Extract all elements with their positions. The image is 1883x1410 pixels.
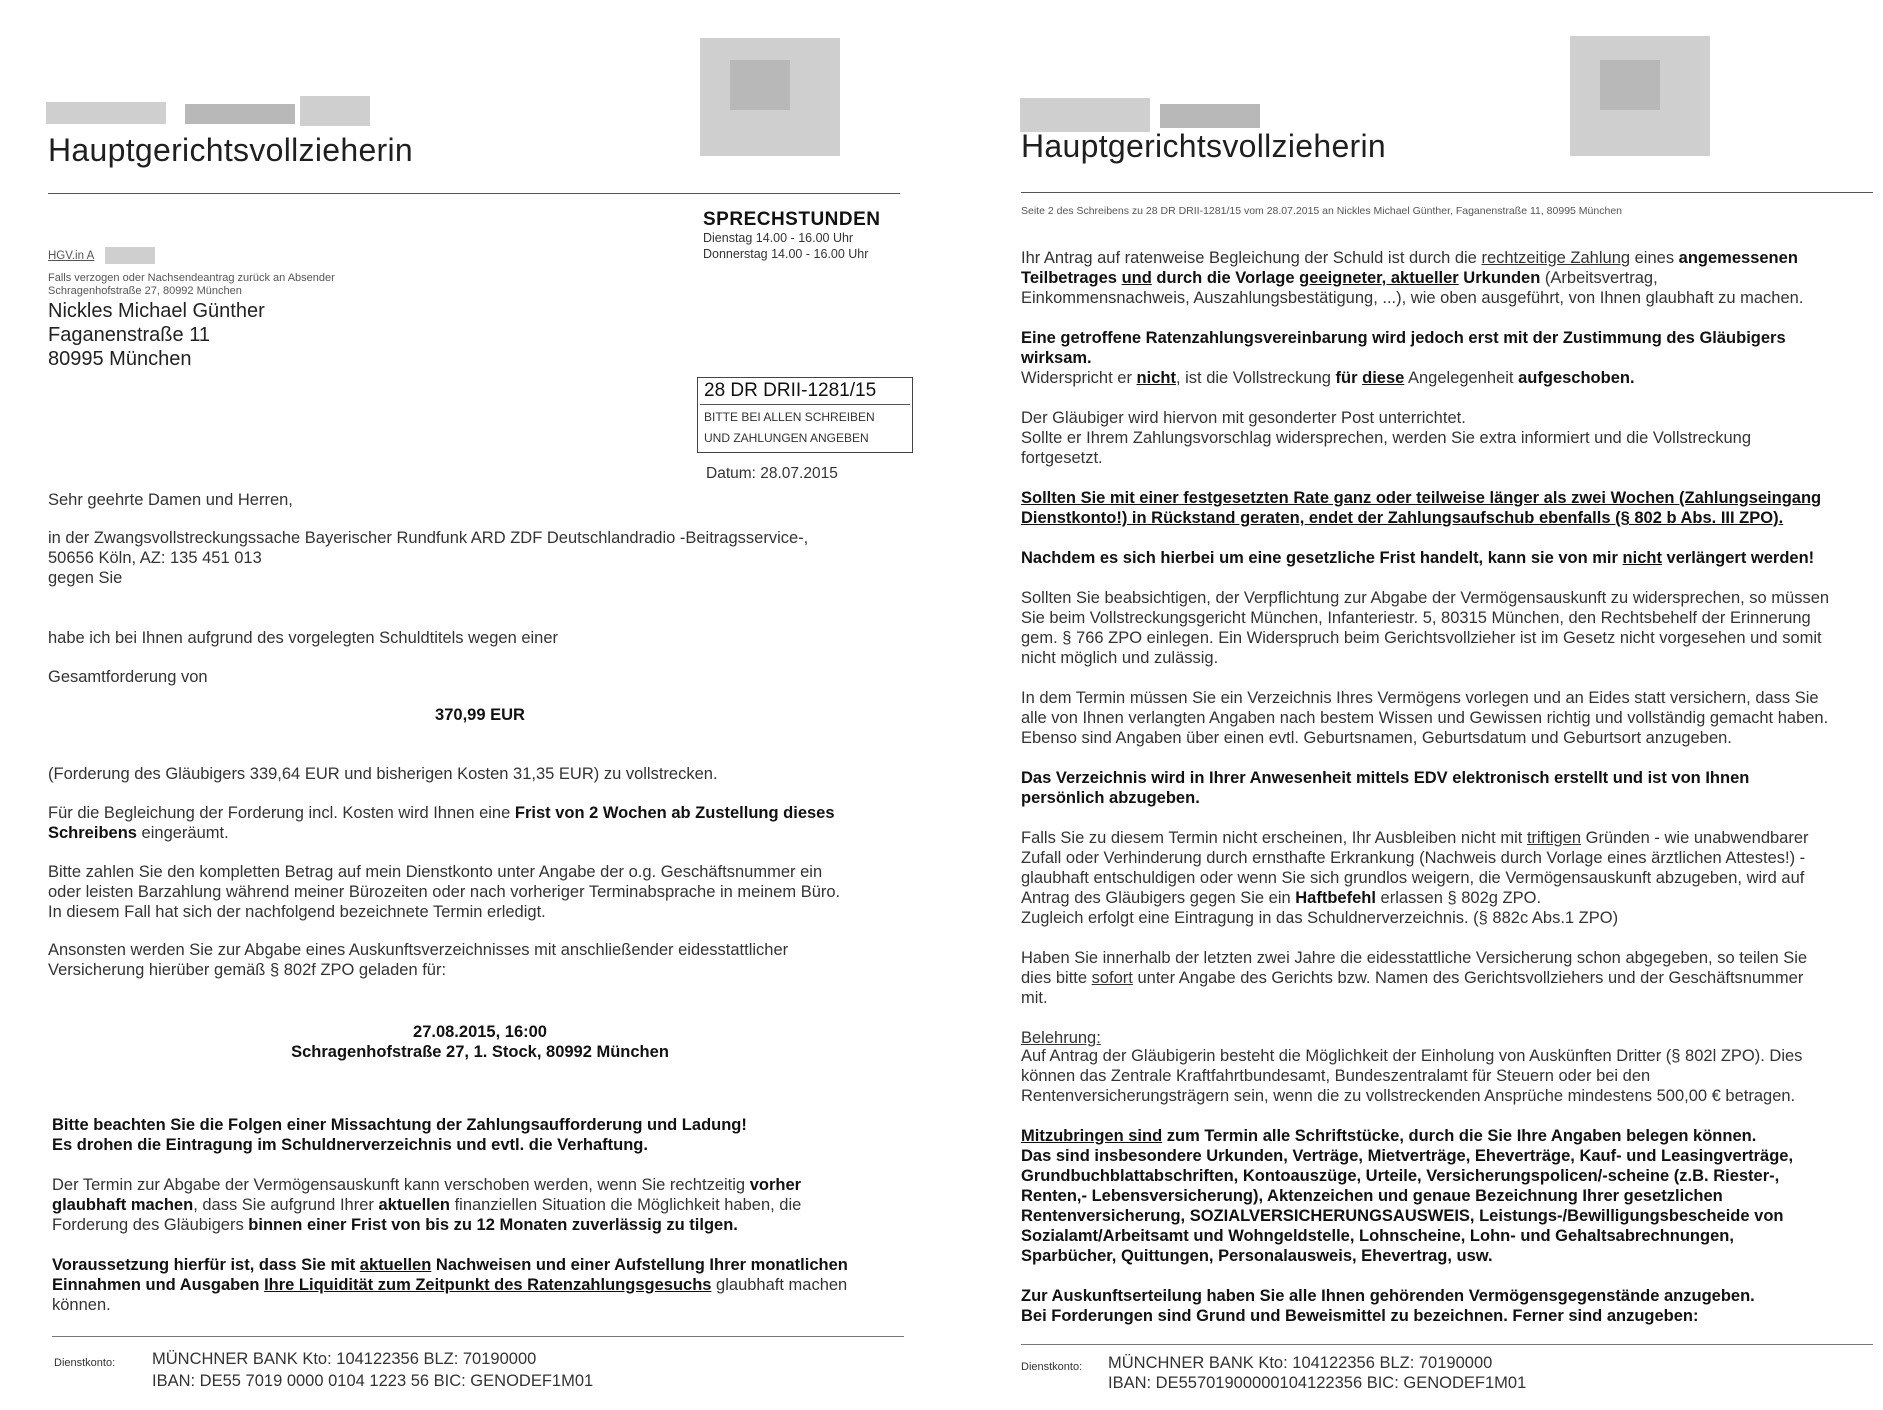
footer-rule — [1021, 1344, 1873, 1345]
text-run: erlassen § 802g ZPO. — [1375, 889, 1542, 907]
text-emphasis: verlängert werden! — [1661, 549, 1815, 567]
text-run: Widerspricht er — [1021, 369, 1137, 387]
redacted-name-block — [185, 104, 295, 124]
reference-box — [697, 377, 913, 453]
header-title: Hauptgerichtsvollzieherin — [48, 132, 414, 168]
text-emphasis: Voraussetzung hierfür ist, dass Sie mit — [52, 1256, 360, 1274]
paragraph-line: Versicherung hierüber gemäß § 802f ZPO geladen für: — [48, 961, 447, 979]
text-run: Forderung des Gläubigers — [52, 1216, 249, 1234]
text-emphasis: für — [1335, 369, 1363, 387]
page-subheader: Seite 2 des Schreibens zu 28 DR DRII-1281/15 vom 28.07.2015 an Nickles Michael Günther, Faganenstraße 11, 80995 München — [1021, 205, 1622, 217]
paragraph-line: Rentenversicherungsträgern sein, wenn die zu vollstreckenden Ansprüche mindestens 500,00 € betragen. — [1021, 1087, 1796, 1105]
return-note: Falls verzogen oder Nachsendeantrag zurück an Absender — [48, 272, 335, 284]
footer-bank: MÜNCHNER BANK Kto: 104122356 BLZ: 70190000 — [152, 1350, 537, 1368]
paragraph-line: Auf Antrag der Gläubigerin besteht die Möglichkeit der Einholung von Auskünften Dritter (§ 802l ZPO). Dies — [1021, 1047, 1803, 1065]
text-underlined: sofort — [1091, 969, 1133, 987]
case-line: gegen Sie — [48, 569, 123, 587]
text-emphasis: durch die Vorlage — [1151, 269, 1300, 287]
text-underlined: und — [1121, 269, 1152, 287]
paragraph-line: Haben Sie innerhalb der letzten zwei Jahre die eidesstattliche Versicherung schon abgegeben, so teilen Sie — [1021, 949, 1808, 967]
redacted-name-block — [1160, 104, 1260, 128]
reference-note: BITTE BEI ALLEN SCHREIBEN — [704, 410, 875, 424]
deadline-line — [48, 823, 229, 843]
redacted-name-block — [46, 102, 166, 124]
text-run: Gründen - wie unabwendbarer — [1581, 829, 1809, 847]
appointment-location: Schragenhofstraße 27, 1. Stock, 80992 München — [291, 1043, 669, 1061]
text-underlined: geeigneter, aktueller — [1299, 269, 1459, 287]
paragraph-line: Sparbücher, Quittungen, Personalausweis, Ehevertrag, usw. — [1021, 1247, 1493, 1265]
office-hours-line: Donnerstag 14.00 - 16.00 Uhr — [703, 247, 869, 261]
paragraph-line: Bitte zahlen Sie den kompletten Betrag auf mein Dienstkonto unter Angabe der o.g. Geschäftsnummer ein — [48, 863, 823, 881]
paragraph-line: Das sind insbesondere Urkunden, Verträge, Mietverträge, Eheverträge, Kauf- und Leasingverträge, — [1021, 1147, 1794, 1165]
paragraph-line: Zur Auskunftserteilung haben Sie alle Ihnen gehörenden Vermögensgegenstände anzugeben. — [1021, 1287, 1755, 1305]
paragraph-line: glaubhaft entschuldigen oder wenn Sie sich grundlos weigern, die Vermögensauskunft abzugeben, wird auf — [1021, 869, 1805, 887]
text-run: , ist die Vollstreckung — [1175, 369, 1336, 387]
paragraph-line: können das Zentrale Kraftfahrtbundesamt, Bundeszentralamt für Steuern oder bei den — [1021, 1067, 1651, 1085]
text-run: Der Termin zur Abgabe der Vermögensauskunft kann verschoben werden, wenn Sie rechtzeitig — [52, 1176, 750, 1194]
paragraph-line — [52, 1195, 801, 1215]
paragraph-line — [52, 1215, 738, 1235]
text-run: Angelegenheit — [1404, 369, 1519, 387]
paragraph-line: Rentenversicherung, SOZIALVERSICHERUNGSAUSWEIS, Leistungs-/Bewilligungsbescheide von — [1021, 1207, 1784, 1225]
case-line: in der Zwangsvollstreckungssache Bayerischer Rundfunk ARD ZDF Deutschlandradio -Beitragsservice-, — [48, 529, 809, 547]
text-emphasis: glaubhaft machen — [52, 1196, 194, 1214]
text-run: Antrag des Gläubigers gegen Sie ein — [1021, 889, 1296, 907]
footer-iban: IBAN: DE55 7019 0000 0104 1223 56 BIC: GENODEF1M01 — [152, 1372, 594, 1390]
paragraph-line: Grundbuchblattabschriften, Kontoauszüge, Urteile, Versicherungspolicen/-scheine (z.B. Riester-, — [1021, 1167, 1780, 1185]
paragraph-line: habe ich bei Ihnen aufgrund des vorgelegten Schuldtitels wegen einer — [48, 629, 559, 647]
text-underlined: diese — [1362, 369, 1405, 387]
paragraph-line: Renten,- Lebensversicherung), Aktenzeichen und genaue Bezeichnung Ihrer gesetzlichen — [1021, 1187, 1723, 1205]
paragraph-line: Der Gläubiger wird hiervon mit gesonderter Post unterrichtet. — [1021, 409, 1466, 427]
text-underlined: nicht — [1622, 549, 1662, 567]
paragraph-line: Eine getroffene Ratenzahlungsvereinbarung wird jedoch erst mit der Zustimmung des Gläubigers — [1021, 329, 1786, 347]
text-emphasis: aktuellen — [378, 1196, 450, 1214]
text-run: glaubhaft machen — [711, 1276, 848, 1294]
text-emphasis: angemessenen — [1678, 249, 1798, 267]
paragraph-line: fortgesetzt. — [1021, 449, 1103, 467]
text-emphasis: aufgeschoben. — [1518, 369, 1635, 387]
paragraph-line — [1021, 368, 1635, 388]
header-title: Hauptgerichtsvollzieherin — [1021, 128, 1387, 164]
text-run: (Arbeitsvertrag, — [1540, 269, 1658, 287]
paragraph-line: In diesem Fall hat sich der nachfolgend bezeichnete Termin erledigt. — [48, 903, 546, 921]
text-underlined: Mitzubringen sind — [1021, 1127, 1163, 1145]
deadline-text: Für die Begleichung der Forderung incl. Kosten wird Ihnen eine — [48, 804, 515, 822]
paragraph-line — [1021, 548, 1814, 568]
paragraph-line — [1021, 268, 1658, 288]
text-run: finanziellen Situation die Möglichkeit haben, die — [450, 1196, 802, 1214]
paragraph-line: gem. § 766 ZPO einlegen. Ein Widerspruch beim Gerichtsvollzieher ist im Gesetz nicht vorgesehen und somit — [1021, 629, 1822, 647]
header-rule — [48, 193, 900, 194]
appointment-date: 27.08.2015, 16:00 — [413, 1023, 547, 1041]
footer-rule — [52, 1336, 904, 1337]
text-run: dies bitte — [1021, 969, 1092, 987]
text-emphasis: Nachdem es sich hierbei um eine gesetzliche Frist handelt, kann sie von mir — [1021, 549, 1623, 567]
paragraph-line: wirksam. — [1021, 349, 1092, 367]
redacted-logo — [730, 60, 790, 110]
recipient-city: 80995 München — [48, 348, 192, 370]
paragraph-line — [52, 1275, 847, 1295]
paragraph-line: können. — [52, 1296, 111, 1314]
paragraph-line: oder leisten Barzahlung während meiner Bürozeiten oder nach vorheriger Terminabsprache in meinem Büro. — [48, 883, 841, 901]
deadline-emphasis: Frist von 2 Wochen ab Zustellung dieses — [514, 804, 835, 822]
paragraph-line: Sie beim Vollstreckungsgericht München, Infanteriestr. 5, 80315 München, den Rechtsbehelf der Erinnerung — [1021, 609, 1811, 627]
header-rule — [1021, 192, 1873, 193]
text-emphasis: Haftbefehl — [1295, 889, 1376, 907]
total-amount: 370,99 EUR — [435, 706, 525, 724]
reference-number: 28 DR DRII-1281/15 — [704, 380, 877, 401]
paragraph-line: Sollten Sie mit einer festgesetzten Rate ganz oder teilweise länger als zwei Wochen (Zahlungseingang — [1021, 489, 1822, 507]
letter-page-2 — [960, 0, 1883, 1410]
text-underlined: aktuellen — [359, 1256, 432, 1274]
text-emphasis: Einnahmen und Ausgaben — [52, 1276, 265, 1294]
paragraph-line — [1021, 248, 1798, 268]
text-underlined: Ihre Liquidität zum Zeitpunkt des Ratenzahlungsgesuchs — [264, 1276, 712, 1294]
redacted-name-block — [300, 96, 370, 126]
paragraph-line — [1021, 888, 1541, 908]
text-run: , dass Sie aufgrund Ihrer — [193, 1196, 379, 1214]
office-hours-title: SPRECHSTUNDEN — [703, 209, 881, 230]
footer-label: Dienstkonto: — [54, 1357, 116, 1369]
paragraph-line: Zufall oder Verhinderung durch ernsthafte Erkrankung (Nachweis durch Vorlage eines ärztlichen Attestes!) - — [1021, 849, 1806, 867]
instruction-title: Belehrung: — [1021, 1029, 1101, 1047]
text-emphasis: binnen einer Frist von bis zu 12 Monaten zuverlässig zu tilgen. — [248, 1216, 738, 1234]
warning-line: Es drohen die Eintragung im Schuldnerverzeichnis und evtl. die Verhaftung. — [52, 1136, 648, 1154]
redacted-logo — [1600, 60, 1660, 110]
paragraph-line: Sollte er Ihrem Zahlungsvorschlag widersprechen, werden Sie extra informiert und die Vollstreckung — [1021, 429, 1752, 447]
paragraph-line: Dienstkonto!) in Rückstand geraten, endet der Zahlungsaufschub ebenfalls (§ 802 b Abs. III ZPO). — [1021, 509, 1784, 527]
deadline-text: eingeräumt. — [136, 824, 229, 842]
redacted-sender — [105, 247, 155, 264]
paragraph-line: mit. — [1021, 989, 1048, 1007]
text-emphasis: Urkunden — [1458, 269, 1541, 287]
paragraph-line: Sollten Sie beabsichtigen, der Verpflichtung zur Abgabe der Vermögensauskunft zu widersprechen, so müssen — [1021, 589, 1830, 607]
deadline-line — [48, 803, 835, 823]
warning-line: Bitte beachten Sie die Folgen einer Missachtung der Zahlungsaufforderung und Ladung! — [52, 1116, 747, 1134]
text-run: unter Angabe des Gerichts bzw. Namen des Gerichtsvollziehers und der Geschäftsnummer — [1132, 969, 1804, 987]
paragraph-line — [1021, 968, 1803, 988]
text-run: eines — [1630, 249, 1679, 267]
paragraph-line: Bei Forderungen sind Grund und Beweismittel zu bezeichnen. Ferner sind anzugeben: — [1021, 1307, 1699, 1325]
paragraph-line: (Forderung des Gläubigers 339,64 EUR und bisherigen Kosten 31,35 EUR) zu vollstrecken. — [48, 765, 718, 783]
return-note: Schragenhofstraße 27, 80992 München — [48, 285, 242, 297]
paragraph-line: Ansonsten werden Sie zur Abgabe eines Auskunftsverzeichnisses mit anschließender eidesstattlicher — [48, 941, 789, 959]
footer-bank: MÜNCHNER BANK Kto: 104122356 BLZ: 70190000 — [1108, 1354, 1493, 1372]
paragraph-line: Gesamtforderung von — [48, 668, 208, 686]
text-emphasis: Teilbetrages — [1021, 269, 1122, 287]
text-emphasis: Nachweisen und einer Aufstellung Ihrer monatlichen — [431, 1256, 848, 1274]
paragraph-line: In dem Termin müssen Sie ein Verzeichnis Ihres Vermögens vorlegen und an Eides statt versichern, dass Sie — [1021, 689, 1819, 707]
paragraph-line — [1021, 828, 1809, 848]
paragraph-line: Das Verzeichnis wird in Ihrer Anwesenheit mittels EDV elektronisch erstellt und ist von Ihnen — [1021, 769, 1750, 787]
deadline-emphasis: Schreibens — [48, 824, 137, 842]
case-line: 50656 Köln, AZ: 135 451 013 — [48, 549, 262, 567]
letter-page-1 — [0, 0, 940, 1410]
paragraph-line — [52, 1175, 801, 1195]
paragraph-line: nicht möglich und zulässig. — [1021, 649, 1219, 667]
recipient-street: Faganenstraße 11 — [48, 324, 210, 346]
text-underlined: triftigen — [1526, 829, 1582, 847]
reference-note: UND ZAHLUNGEN ANGEBEN — [704, 431, 869, 445]
paragraph-line: persönlich abzugeben. — [1021, 789, 1200, 807]
paragraph-line: Ebenso sind Angaben über einen evtl. Geburtsnamen, Geburtsdatum und Geburtsort anzugeben. — [1021, 729, 1732, 747]
paragraph-line — [1021, 1126, 1756, 1146]
reference-divider — [700, 404, 910, 405]
paragraph-line: Zugleich erfolgt eine Eintragung in das Schuldnerverzeichnis. (§ 882c Abs.1 ZPO) — [1021, 909, 1619, 927]
paragraph-line: Einkommensnachweis, Auszahlungsbestätigung, ...), wie oben ausgeführt, von Ihnen glaubhaft zu machen. — [1021, 289, 1804, 307]
letter-date: Datum: 28.07.2015 — [706, 465, 838, 482]
text-underlined: rechtzeitige Zahlung — [1481, 249, 1631, 267]
text-run: Ihr Antrag auf ratenweise Begleichung der Schuld ist durch die — [1021, 249, 1482, 267]
office-hours-line: Dienstag 14.00 - 16.00 Uhr — [703, 231, 854, 245]
footer-label: Dienstkonto: — [1021, 1361, 1083, 1373]
text-run: Falls Sie zu diesem Termin nicht erscheinen, Ihr Ausbleiben nicht mit — [1021, 829, 1527, 847]
paragraph-line: Sozialamt/Arbeitsamt und Wohngeldstelle, Lohnscheine, Lohn- und Gehaltsabrechnungen, — [1021, 1227, 1734, 1245]
text-emphasis: vorher — [749, 1176, 802, 1194]
redacted-name-block — [1020, 98, 1150, 132]
paragraph-line — [52, 1255, 848, 1275]
paragraph-line: alle von Ihnen verlangten Angaben nach bestem Wissen und Gewissen richtig und vollständig gemacht haben. — [1021, 709, 1829, 727]
text-emphasis: zum Termin alle Schriftstücke, durch die Sie Ihre Angaben belegen können. — [1162, 1127, 1757, 1145]
text-underlined: nicht — [1136, 369, 1176, 387]
recipient-name: Nickles Michael Günther — [48, 300, 265, 322]
sender-label: HGV.in A — [48, 250, 95, 262]
salutation: Sehr geehrte Damen und Herren, — [48, 491, 293, 509]
footer-iban: IBAN: DE55701900000104122356 BIC: GENODEF1M01 — [1108, 1374, 1527, 1392]
